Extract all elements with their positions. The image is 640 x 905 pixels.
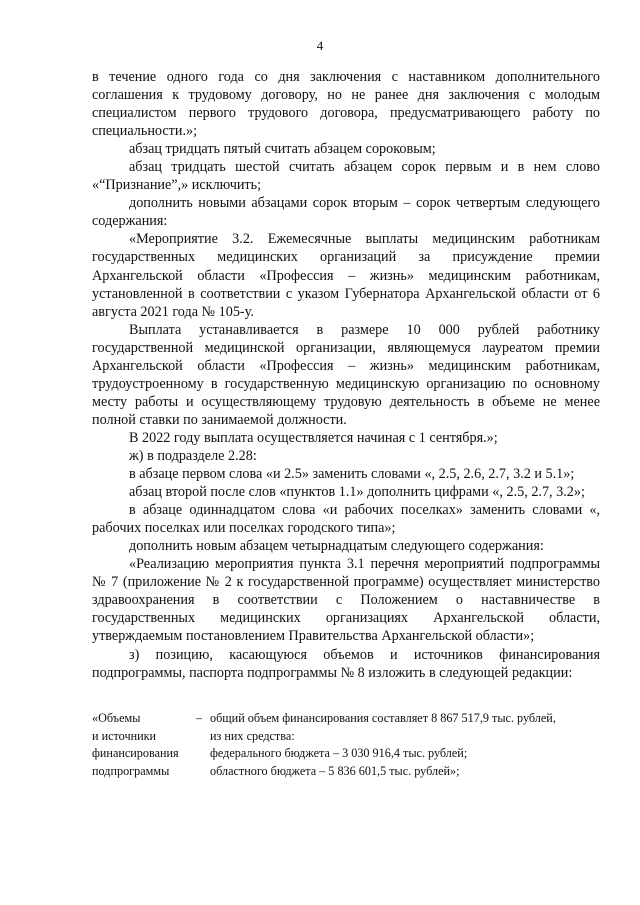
page-number: 4 <box>316 38 324 53</box>
label-line: «Объемы <box>92 711 141 725</box>
label-line: и источники <box>92 728 157 743</box>
financing-label <box>92 710 196 780</box>
paragraph-7: В 2022 году выплата осуществляется начиная с 1 сентября.»; <box>129 429 498 446</box>
value-line: из них средства: <box>210 728 295 743</box>
paragraph-1: в течение одного года со дня заключения с наставником дополнительного соглашения к трудовому договору, но не ранее дня заключения с молодым специалистом первого трудового договора, предусматривающего работу по специальности.»; <box>92 69 600 140</box>
paragraph-14: з) позицию, касающуюся объемов и источников финансирования подпрограммы, паспорта подпрограммы № 8 изложить в следующей редакции: <box>92 646 600 681</box>
label-line: подпрограммы <box>92 763 170 778</box>
paragraph-9: в абзаце первом слова «и 2.5» заменить словами «, 2.5, 2.6, 2.7, 3.2 и 5.1»; <box>129 466 575 483</box>
body-text <box>92 68 600 682</box>
financing-table <box>92 710 602 780</box>
value-line: областного бюджета – 5 836 601,5 тыс. рублей»; <box>210 763 460 778</box>
paragraph-10: абзац второй после слов «пунктов 1.1» дополнить цифрами «, 2.5, 2.7, 3.2»; <box>129 484 585 501</box>
paragraph-2: абзац тридцать пятый считать абзацем сороковым; <box>129 141 436 158</box>
label-line: финансирования <box>92 746 179 761</box>
financing-value <box>210 710 602 780</box>
paragraph-12: дополнить новым абзацем четырнадцатым следующего содержания: <box>129 538 544 555</box>
paragraph-13: «Реализацию мероприятия пункта 3.1 перечня мероприятий подпрограммы № 7 (приложение № 2 к государственной программе) осуществляет министерство здравоохранения в соответствии с Положением о наставничестве в государственных медицинских организациях Архангельской области, утверждаемым постановлением Правительства Архангельской области»; <box>92 556 600 645</box>
paragraph-4: дополнить новыми абзацами сорок вторым – сорок четвертым следующего содержания: <box>92 195 600 230</box>
paragraph-8: ж) в подразделе 2.28: <box>129 447 257 464</box>
paragraph-11: в абзаце одиннадцатом слова «и рабочих поселках» заменить словами «, рабочих поселках или поселках городского типа»; <box>92 502 600 537</box>
paragraph-3: абзац тридцать шестой считать абзацем сорок первым и в нем слово «“Признание”,» исключить; <box>92 159 600 194</box>
dash: – <box>196 711 203 725</box>
paragraph-6: Выплата устанавливается в размере 10 000 рублей работнику государственной медицинской организации, являющемуся лауреатом премии Архангельской области «Профессия – жизнь» медицинским работникам, трудоустроенному в государственную медицинскую организацию по основному месту работы и осуществляющему трудовую деятельность в объеме не менее полной ставки по занимаемой должности. <box>92 321 600 428</box>
financing-row <box>92 710 602 780</box>
value-line: федерального бюджета – 3 030 916,4 тыс. рублей; <box>210 746 468 761</box>
paragraph-5: «Мероприятие 3.2. Ежемесячные выплаты медицинским работникам государственных медицинских организаций за присуждение премии Архангельской области «Профессия – жизнь» медицинским работникам, установленной в соответствии с указом Губернатора Архангельской области от 6 августа 2021 года № 105-у. <box>92 231 600 320</box>
value-line: общий объем финансирования составляет 8 867 517,9 тыс. рублей, <box>210 711 556 725</box>
